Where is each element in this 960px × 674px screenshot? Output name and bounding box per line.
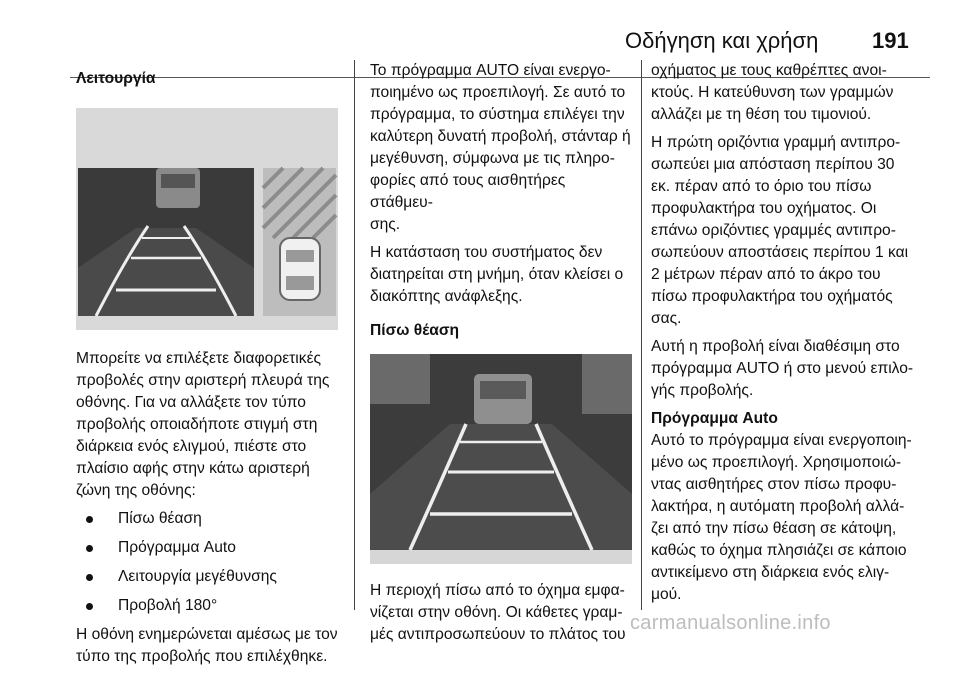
column-2 xyxy=(370,60,632,652)
rear-view-illustration xyxy=(370,354,632,564)
view-options-list xyxy=(76,508,346,617)
column-divider-1 xyxy=(354,60,355,610)
subheading-auto-program: Πρόγραμμα Auto xyxy=(651,410,778,427)
section-heading-rear-view: Πίσω θέαση xyxy=(370,322,460,339)
paragraph-views-intro: Μπορείτε να επιλέξετε διαφορετικές προβολές στην αριστερή πλευρά της οθόνης. Για να αλλάξετε τον τύπο προβολής οποιαδήποτε στιγμή στη διάρκεια ενός ελιγμού, πιέστε στο πλαίσιο αφής στην κάτω αριστερή ζώνη της οθόνης: xyxy=(76,350,330,499)
paragraph-rear-area: Η περιοχή πίσω από το όχημα εμφα- νίζεται στην οθόνη. Οι κάθετες γραμ- μές αντιπροσωπεύουν το πλάτος του xyxy=(370,582,626,643)
paragraph-mirror-width: οχήματος με τους καθρέπτες ανοι- κτούς. Η κατεύθυνση των γραμμών αλλάζει με τη θέση του τιμονιού. xyxy=(651,62,894,123)
paragraph-availability: Αυτή η προβολή είναι διαθέσιμη στο πρόγραμμα AUTO ή στο μενού επιλο- γής προβολής. xyxy=(651,338,914,399)
figure-rear-view xyxy=(370,354,632,564)
paragraph-distance-lines: Η πρώτη οριζόντια γραμμή αντιπρο- σωπεύει μια απόσταση περίπου 30 εκ. πέραν από το όριο του πίσω προφυλακτήρα του οχήματος. Οι επάνω οριζόντιες γραμμές αντιπρο- σωπεύουν αποστάσεις περίπου 1 και 2 μέτρων πέραν από το άκρο του πίσω προφυλακτήρα του οχήματός σας. xyxy=(651,134,909,327)
list-item: Πρόγραμμα Auto xyxy=(76,537,346,559)
column-divider-2 xyxy=(641,60,642,610)
page-number: 191 xyxy=(872,28,909,53)
chapter-title: Οδήγηση και χρήση xyxy=(625,28,819,53)
list-item: Πίσω θέαση xyxy=(76,508,346,530)
list-item: Λειτουργία μεγέθυνσης xyxy=(76,566,346,588)
split-view-illustration xyxy=(76,108,338,330)
figure-split-view xyxy=(76,108,338,330)
paragraph-auto-program: Αυτό το πρόγραμμα είναι ενεργοποιη- μένο ως προεπιλογή. Χρησιμοποιώ- ντας αισθητήρες στον πίσω προφυ- λακτήρα, η αυτόματη προβολή αλλά- ζει από την πίσω θέαση σε κάτοψη, καθώς το όχημα πλησιάζει σε κάποιο αντικείμενο στη διάρκεια ενός ελιγ- μού. xyxy=(651,432,912,603)
paragraph-auto-default: Το πρόγραμμα AUTO είναι ενεργο- ποιημένο ως προεπιλογή. Σε αυτό το πρόγραμμα, το σύστημα επιλέγει την καλύτερη δυνατή προβολή, στάνταρ ή μεγέθυνση, σύμφωνα με τις πληρο- φορίες από τους αισθητήρες στάθμευ- σης. xyxy=(370,62,631,233)
paragraph-screen-update: Η οθόνη ενημερώνεται αμέσως με τον τύπο της προβολής που επιλέχθηκε. xyxy=(76,626,338,665)
section-heading-function: Λειτουργία xyxy=(76,70,156,87)
list-item: Προβολή 180° xyxy=(76,595,346,617)
top-view-car-icon xyxy=(280,238,320,300)
page-header xyxy=(0,28,960,58)
column-1 xyxy=(76,60,346,674)
paragraph-memory: Η κατάσταση του συστήματος δεν διατηρείται στη μνήμη, όταν κλείσει ο διακόπτης ανάφλεξης. xyxy=(370,244,624,305)
watermark: carmanualsonline.info xyxy=(630,612,831,634)
column-3 xyxy=(651,60,929,612)
